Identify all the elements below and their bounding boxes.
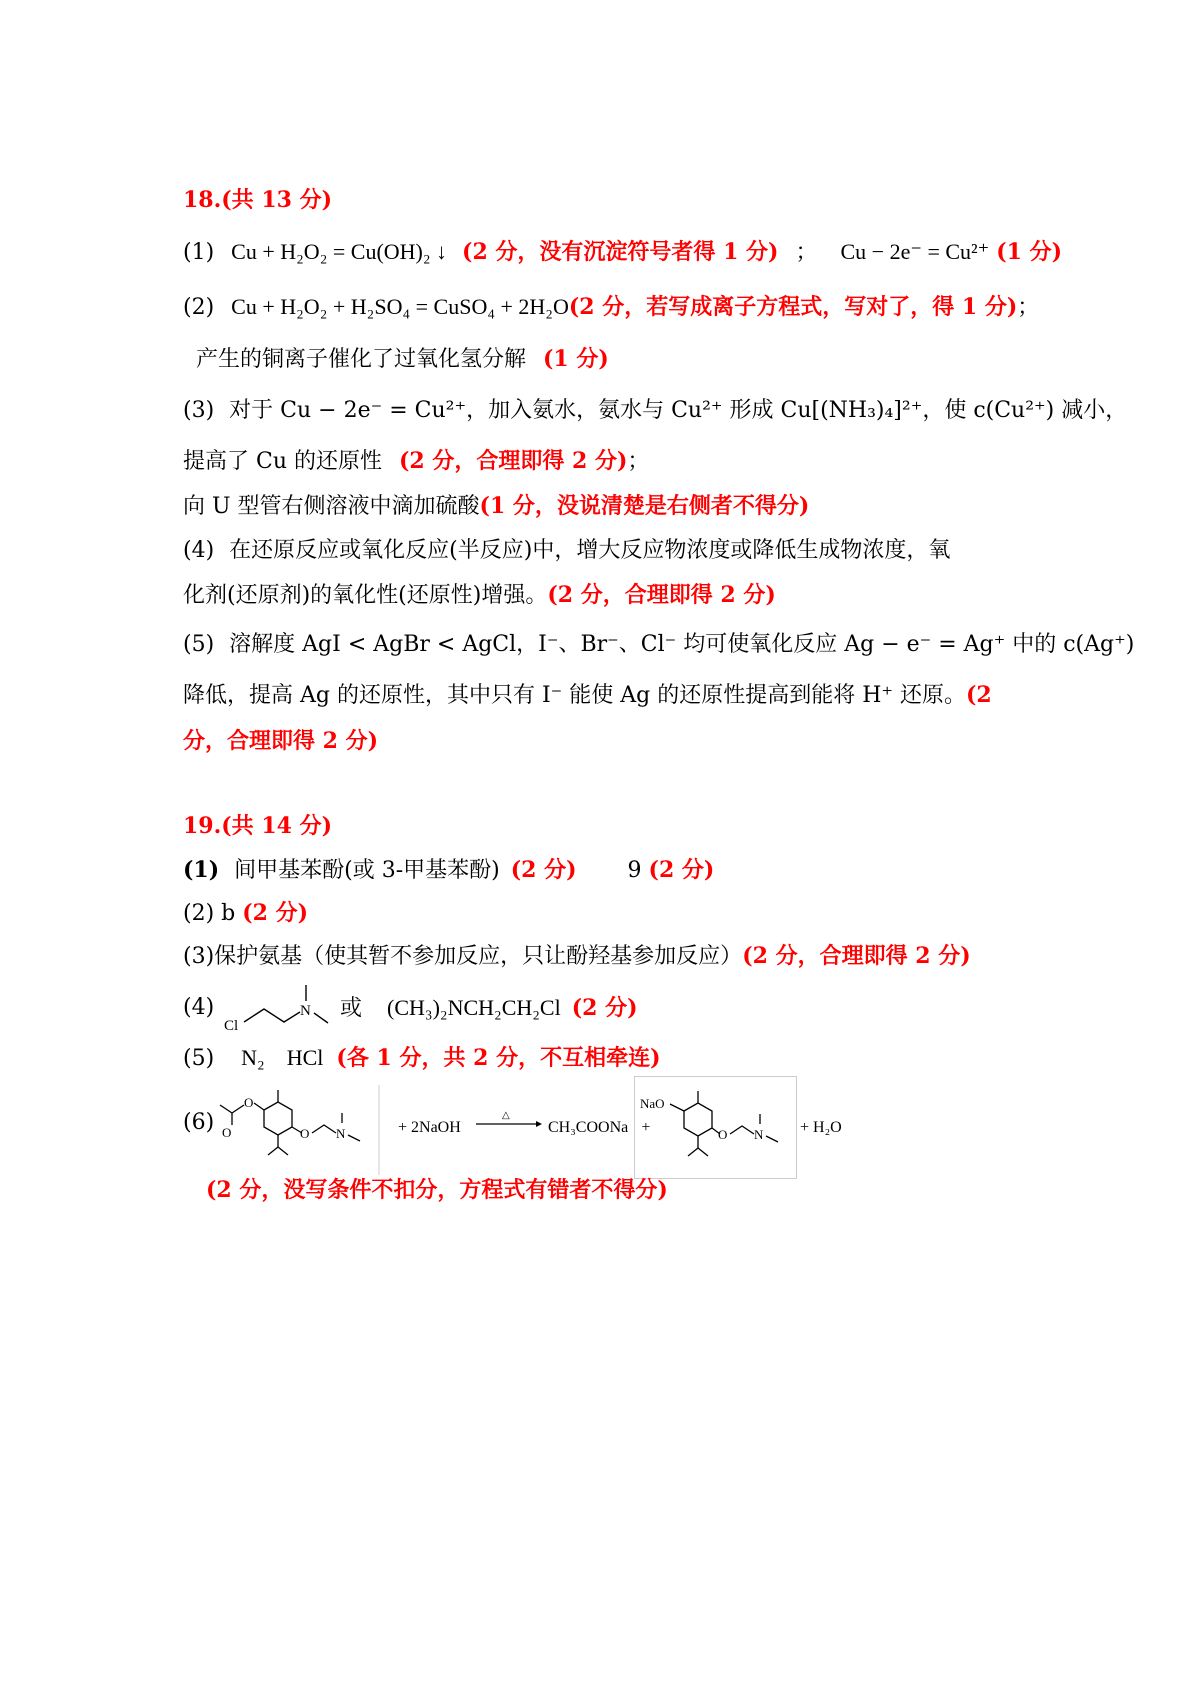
- q18-p3-note3: (1 分，没说清楚是右侧者不得分): [479, 493, 810, 519]
- q18-p4-note: (2 分，合理即得 2 分): [547, 582, 776, 608]
- q19-p2-text: b: [221, 901, 236, 926]
- q18-p5-num: (5): [183, 632, 215, 657]
- q19-part3: [183, 941, 1050, 972]
- chloroethyl-dimethylamine-structure: [222, 975, 332, 1035]
- q19-p5-text: N₂ HCl: [241, 1045, 324, 1070]
- mol-o-label: O: [222, 1125, 232, 1140]
- mol-n-label: N: [754, 1127, 764, 1142]
- q19-p6-product3: + H₂O: [800, 1119, 842, 1136]
- q19-p4-note: (2 分): [571, 995, 638, 1021]
- q19-p6-num: (6): [183, 1110, 215, 1135]
- q19-p1-ans2: 9: [627, 858, 642, 883]
- q18-p2-eq: Cu + H₂O₂ + H₂SO₄ = CuSO₄ + 2H₂O: [231, 294, 569, 319]
- q18-p1-note1: (2 分，没有沉淀符号者得 1 分): [462, 239, 779, 265]
- q18-title: 18.(共 13 分): [183, 187, 333, 213]
- mol-n-label: N: [336, 1126, 346, 1141]
- q19-p1-num: (1): [183, 857, 220, 883]
- q18-p2-note: (2 分，若写成离子方程式，写对了，得 1 分): [568, 294, 1018, 320]
- q19-p4-num: (4): [183, 995, 215, 1020]
- q19-p5-note: (各 1 分，共 2 分，不互相牵连): [336, 1045, 661, 1071]
- q18-part3-line3: [183, 491, 1050, 522]
- q19-p2-note: (2 分): [242, 900, 309, 926]
- q18-p4-text2: 化剂(还原剂)的氧化性(还原性)增强。: [183, 583, 548, 608]
- mol-o-label: O: [718, 1127, 728, 1142]
- q19-p6-plus: +: [641, 1119, 651, 1136]
- q19-part2: [183, 898, 1050, 929]
- q19-p2-num: (2): [183, 901, 215, 926]
- q19-p6-note: (2 分，没写条件不扣分，方程式有错者不得分): [206, 1177, 668, 1203]
- q19-p1-text: 间甲基苯酚(或 3-甲基苯酚): [234, 858, 500, 883]
- q18-p1-num: (1): [183, 240, 215, 265]
- q18-p4-num: (4): [183, 538, 215, 563]
- q18-part3: [183, 396, 1128, 426]
- q18-p5-note2b: 分，合理即得 2 分): [183, 728, 379, 754]
- q19-p3-text: 保护氨基（使其暂不参加反应，只让酚羟基参加反应）: [214, 944, 743, 969]
- q18-p1-note2: (1 分): [996, 239, 1063, 265]
- q19-part5: [183, 1043, 1050, 1074]
- q18-p5-text1: 溶解度 AgI < AgBr < AgCl，I⁻、Br⁻、Cl⁻ 均可使氧化反应 Ag − e⁻ = Ag⁺ 中的 c(Ag⁺): [229, 632, 1135, 657]
- q18-part5-line2: [183, 680, 1050, 711]
- mol-nao-label: NaO: [640, 1096, 665, 1111]
- q19-p4-formula: (CH₃)₂NCH₂CH₂Cl: [387, 995, 561, 1020]
- q18-part4: [183, 536, 1050, 566]
- q19-p6-product1: CH₃COONa: [548, 1119, 629, 1136]
- mol-o-label: O: [244, 1095, 254, 1110]
- q18-p1-eq2: Cu − 2e⁻ = Cu²⁺: [840, 239, 990, 264]
- mol-cl-label: Cl: [224, 1018, 239, 1034]
- q18-part2-line2: [196, 344, 1050, 375]
- q18-p2-note2: (1 分): [543, 346, 609, 372]
- q18-p3-text1: 对于 Cu − 2e⁻ = Cu²⁺，加入氨水，氨水与 Cu²⁺ 形成 Cu[(NH₃)₄]²⁺，使 c(Cu²⁺) 减小，: [229, 398, 1128, 423]
- mol-n-label: N: [300, 1003, 311, 1019]
- q19-p6-water: [800, 1112, 1050, 1143]
- q19-p4-or: 或: [340, 996, 363, 1021]
- q18-p1-eq1: Cu + H₂O₂ = Cu(OH)₂ ↓: [231, 239, 448, 264]
- heat-condition: △: [502, 1110, 510, 1121]
- q19-p1-note2: (2 分): [648, 857, 715, 883]
- reactant-structure: [214, 1085, 384, 1175]
- reaction-arrow: [474, 1108, 544, 1132]
- q19-p5-num: (5): [183, 1046, 215, 1071]
- q18-p4-text1: 在还原反应或氧化反应(半反应)中，增大反应物浓度或降低生成物浓度，氧: [229, 538, 951, 563]
- q18-p5-text2: 降低，提高 Ag 的还原性，其中只有 I⁻ 能使 Ag 的还原性提高到能将 H⁺ 还原。: [183, 683, 966, 708]
- q18-p3-tail2: ；: [627, 449, 650, 474]
- product-structure: [634, 1076, 798, 1180]
- q19-part4-text: [340, 993, 1050, 1024]
- q18-p1-sep: ；: [795, 240, 818, 265]
- q18-p3-text3: 向 U 型管右侧溶液中滴加硫酸: [183, 494, 480, 519]
- q19-part1: [183, 855, 1050, 886]
- q18-part5: [183, 630, 1135, 660]
- q18-part2: [183, 292, 1050, 323]
- q18-p3-text2: 提高了 Cu 的还原性: [183, 449, 382, 474]
- q18-p3-note2: (2 分，合理即得 2 分): [399, 448, 628, 474]
- q18-p3-num: (3): [183, 398, 215, 423]
- q18-part5-line3: [183, 726, 1050, 757]
- q18-p5-note2a: (2: [966, 682, 992, 708]
- q19-p3-num: (3): [183, 944, 215, 969]
- q19-part6-note: [206, 1175, 1050, 1206]
- q18-p2-tail: ；: [1017, 295, 1040, 320]
- q18-p2-num: (2): [183, 295, 215, 320]
- q19-p6-reagent: + 2NaOH: [398, 1119, 461, 1136]
- q19-p3-note: (2 分，合理即得 2 分): [742, 943, 971, 969]
- q18-p2-line2: 产生的铜离子催化了过氧化氢分解: [196, 347, 527, 372]
- mol-o-label: O: [300, 1126, 310, 1141]
- q18-part3-line2: [183, 446, 1050, 477]
- q18-part1: [183, 237, 1063, 268]
- q19-p1-note1: (2 分): [510, 857, 577, 883]
- q18-part4-line2: [183, 580, 1050, 611]
- q19-title: 19.(共 14 分): [183, 813, 333, 839]
